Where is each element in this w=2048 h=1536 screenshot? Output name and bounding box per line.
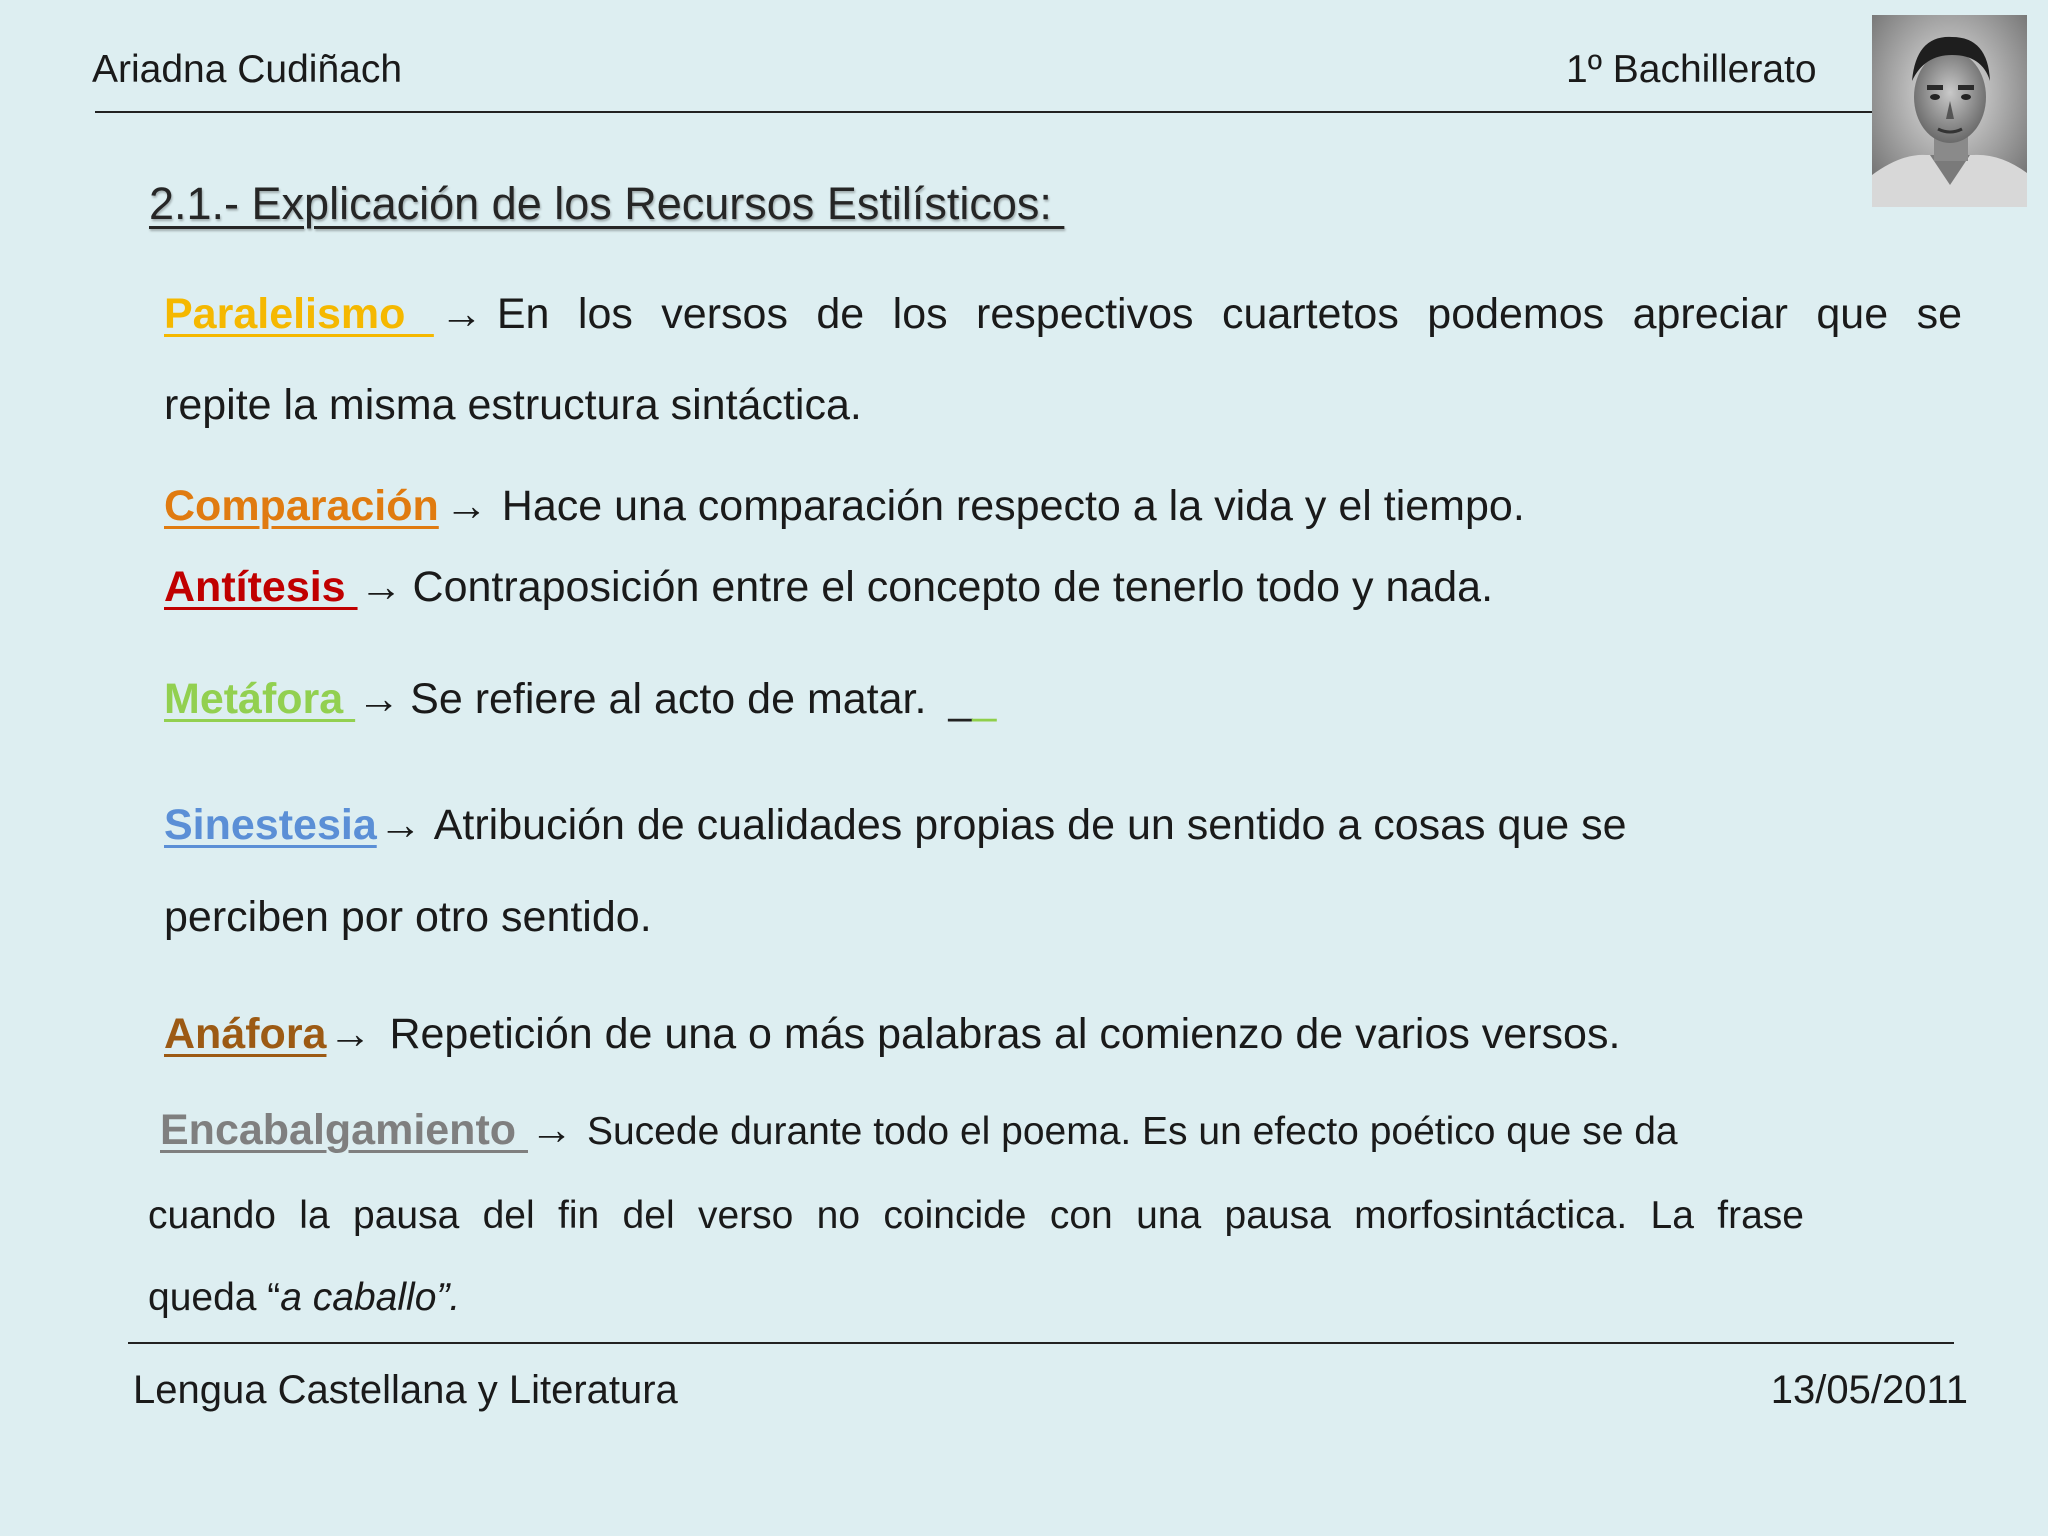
- section-title: 2.1.- Explicación de los Recursos Estilísticos:: [149, 178, 1065, 229]
- term-sinestesia: Sinestesia: [164, 801, 377, 849]
- term-encabalgamiento: Encabalgamiento: [160, 1106, 528, 1154]
- header-author: Ariadna Cudiñach: [92, 48, 403, 91]
- arrow-right-icon: →: [328, 1010, 372, 1058]
- trailing-underscore: _: [948, 675, 973, 723]
- definition-italic: a caballo”.: [280, 1276, 461, 1319]
- definition-text: Atribución de cualidades propias de un sentido a cosas que se: [433, 801, 1627, 849]
- definition-text: Hace una comparación respecto a la vida y el tiempo.: [501, 482, 1525, 530]
- item-encabalgamiento-line1: [160, 1106, 1678, 1155]
- arrow-right-icon: →: [357, 675, 401, 723]
- arrow-right-icon: →: [439, 290, 483, 338]
- portrait-photo-icon: [1872, 15, 2027, 207]
- term-paralelismo: Paralelismo: [164, 290, 434, 338]
- arrow-right-icon: →: [444, 482, 488, 530]
- item-encabalgamiento-line3: [148, 1276, 460, 1320]
- item-sinestesia-line1: [164, 801, 1627, 850]
- term-metafora: Metáfora: [164, 675, 356, 723]
- item-metafora: [164, 675, 996, 724]
- item-paralelismo-line1: [164, 290, 1962, 339]
- header-divider: [95, 111, 1875, 113]
- footer-divider: [128, 1342, 1954, 1344]
- term-antitesis: Antítesis: [164, 563, 358, 611]
- definition-text: Se refiere al acto de matar.: [410, 675, 927, 723]
- item-comparacion: [164, 482, 1525, 531]
- header-course: 1º Bachillerato: [1566, 48, 1817, 91]
- item-antitesis: [164, 563, 1493, 612]
- trailing-underscore-green: _: [972, 675, 997, 723]
- arrow-right-icon: →: [378, 801, 422, 849]
- arrow-right-icon: →: [529, 1106, 573, 1154]
- definition-text: queda “: [148, 1276, 281, 1319]
- definition-text: Contraposición entre el concepto de tenerlo todo y nada.: [412, 563, 1494, 611]
- item-anafora: [164, 1010, 1620, 1059]
- term-anafora: Anáfora: [164, 1010, 327, 1058]
- definition-text: En los versos de los respectivos cuartetos podemos apreciar que se: [496, 290, 1962, 338]
- footer-subject: Lengua Castellana y Literatura: [133, 1368, 678, 1412]
- term-comparacion: Comparación: [164, 482, 439, 530]
- item-paralelismo-line2: repite la misma estructura sintáctica.: [164, 381, 862, 429]
- item-sinestesia-line2: perciben por otro sentido.: [164, 893, 652, 941]
- definition-text: Repetición de una o más palabras al comienzo de varios versos.: [389, 1010, 1621, 1058]
- definition-text: Sucede durante todo el poema. Es un efecto poético que se da: [586, 1110, 1678, 1153]
- footer-date: 13/05/2011: [1770, 1368, 1968, 1412]
- item-encabalgamiento-line2: cuando la pausa del fin del verso no coincide con una pausa morfosintáctica. La frase: [148, 1194, 1804, 1237]
- arrow-right-icon: →: [359, 563, 403, 611]
